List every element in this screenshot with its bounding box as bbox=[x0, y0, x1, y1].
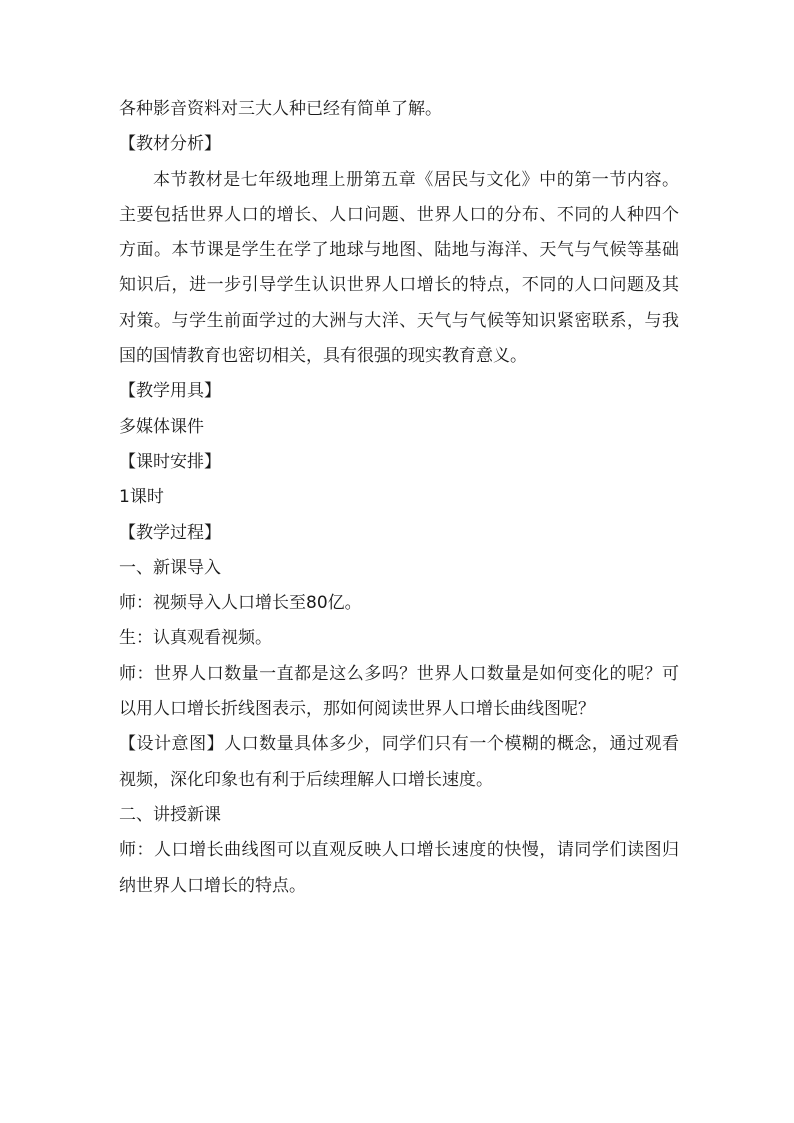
heading-textbook-analysis: 【教材分析】 bbox=[119, 134, 221, 155]
heading-teaching-process: 【教学过程】 bbox=[119, 522, 221, 543]
paragraph-teacher-question: 师：世界人口数量一直都是这么多吗？世界人口数量是如何变化的呢？可以用人口增长折线图表示，那如何阅读世界人口增长曲线图呢？ bbox=[119, 663, 679, 720]
heading-teaching-tools: 【教学用具】 bbox=[119, 381, 221, 402]
document-body bbox=[119, 92, 679, 904]
paragraph-textbook-analysis: 本节教材是七年级地理上册第五章《居民与文化》中的第一节内容。主要包括世界人口的增长、人口问题、世界人口的分布、不同的人种四个方面。本节课是学生在学了地球与地图、陆地与海洋、天气与气候等基础知识后，进一步引导学生认识世界人口增长的特点，不同的人口问题及其对策。与学生前面学过的大洲与大洋、天气与气候等知识紧密联系，与我国的国情教育也密切相关，具有很强的现实教育意义。 bbox=[119, 169, 679, 367]
paragraph-teacher-curve: 师：人口增长曲线图可以直观反映人口增长速度的快慢，请同学们读图归纳世界人口增长的特点。 bbox=[119, 840, 679, 896]
paragraph-design-intent: 【设计意图】人口数量具体多少，同学们只有一个模糊的概念，通过观看视频，深化印象也有利于后续理解人口增长速度。 bbox=[119, 734, 679, 790]
heading-class-schedule: 【课时安排】 bbox=[119, 451, 221, 472]
paragraph-intro-continuation: 各种影音资料对三大人种已经有简单了解。 bbox=[119, 99, 442, 119]
section-new-lesson-intro: 一、新课导入 bbox=[119, 557, 221, 578]
section-new-lesson-teaching: 二、讲授新课 bbox=[119, 804, 221, 825]
paragraph-teacher-video: 师：视频导入人口增长至80亿。 bbox=[119, 593, 362, 614]
paragraph-teaching-tools: 多媒体课件 bbox=[119, 416, 204, 437]
paragraph-class-schedule: 1课时 bbox=[119, 487, 164, 508]
paragraph-student-watch: 生：认真观看视频。 bbox=[119, 628, 272, 649]
